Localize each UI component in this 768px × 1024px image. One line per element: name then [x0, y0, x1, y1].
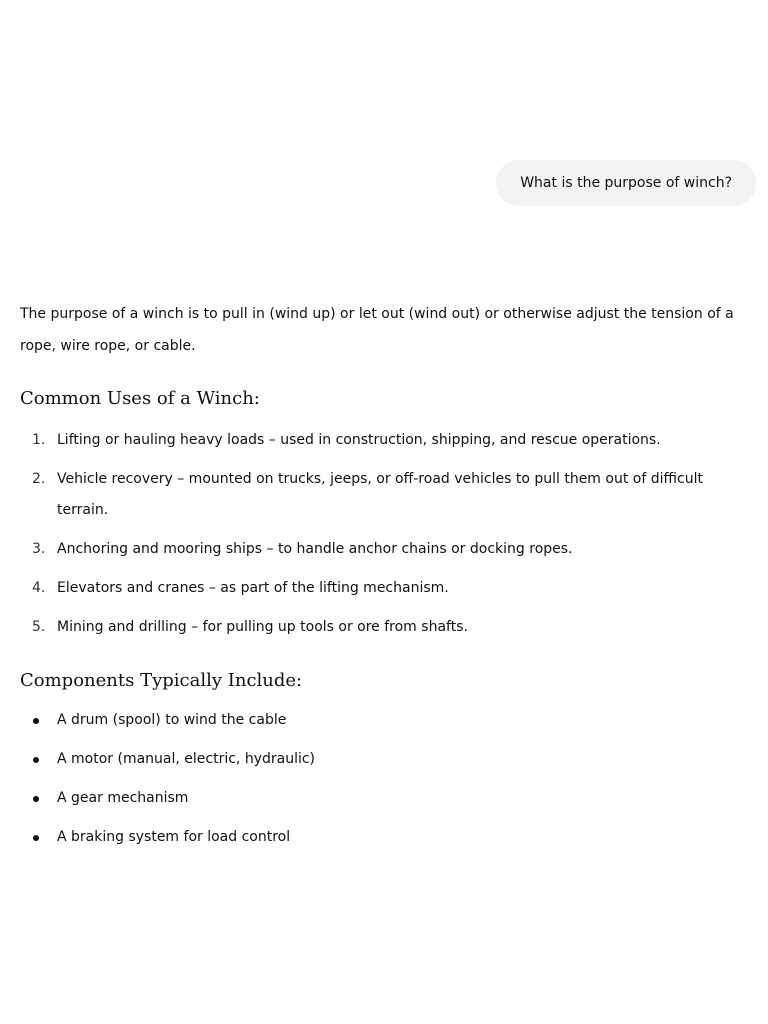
list-item-text: Anchoring and mooring ships – to handle anchor chains or docking ropes. [57, 541, 573, 557]
list-item-text: Mining and drilling – for pulling up tools or ore from shafts. [57, 619, 468, 635]
list-item [20, 425, 740, 456]
list-item [20, 534, 740, 565]
bullet-icon [33, 718, 39, 724]
list-item-text: A drum (spool) to wind the cable [57, 712, 287, 728]
assistant-response [20, 299, 740, 861]
list-number: 4. [32, 580, 46, 596]
user-message-text: What is the purpose of winch? [520, 175, 732, 191]
list-item [20, 464, 740, 526]
list-item [20, 783, 740, 814]
components-list [20, 705, 740, 853]
components-heading: Components Typically Include: [20, 670, 303, 691]
uses-list [20, 425, 740, 643]
list-item-text: A braking system for load control [57, 829, 291, 845]
list-item-text: Vehicle recovery – mounted on trucks, jeeps, or off-road vehicles to pull them out of difficult terrain. [57, 471, 703, 518]
list-item [20, 573, 740, 604]
list-number: 1. [32, 432, 46, 448]
bullet-icon [33, 796, 39, 802]
list-item-text: A gear mechanism [57, 790, 189, 806]
list-item-text: A motor (manual, electric, hydraulic) [57, 751, 316, 767]
list-item [20, 705, 740, 736]
user-message-bubble [496, 160, 756, 206]
list-number: 2. [32, 471, 46, 487]
list-number: 3. [32, 541, 46, 557]
list-number: 5. [32, 619, 46, 635]
uses-heading: Common Uses of a Winch: [20, 388, 260, 409]
bullet-icon [33, 835, 39, 841]
bullet-icon [33, 757, 39, 763]
list-item [20, 744, 740, 775]
list-item-text: Elevators and cranes – as part of the lifting mechanism. [57, 580, 449, 596]
list-item [20, 822, 740, 853]
list-item-text: Lifting or hauling heavy loads – used in construction, shipping, and rescue operations. [57, 432, 661, 448]
list-item [20, 612, 740, 643]
response-intro: The purpose of a winch is to pull in (wind up) or let out (wind out) or otherwise adjust the tension of a rope, wire rope, or cable. [20, 306, 734, 354]
